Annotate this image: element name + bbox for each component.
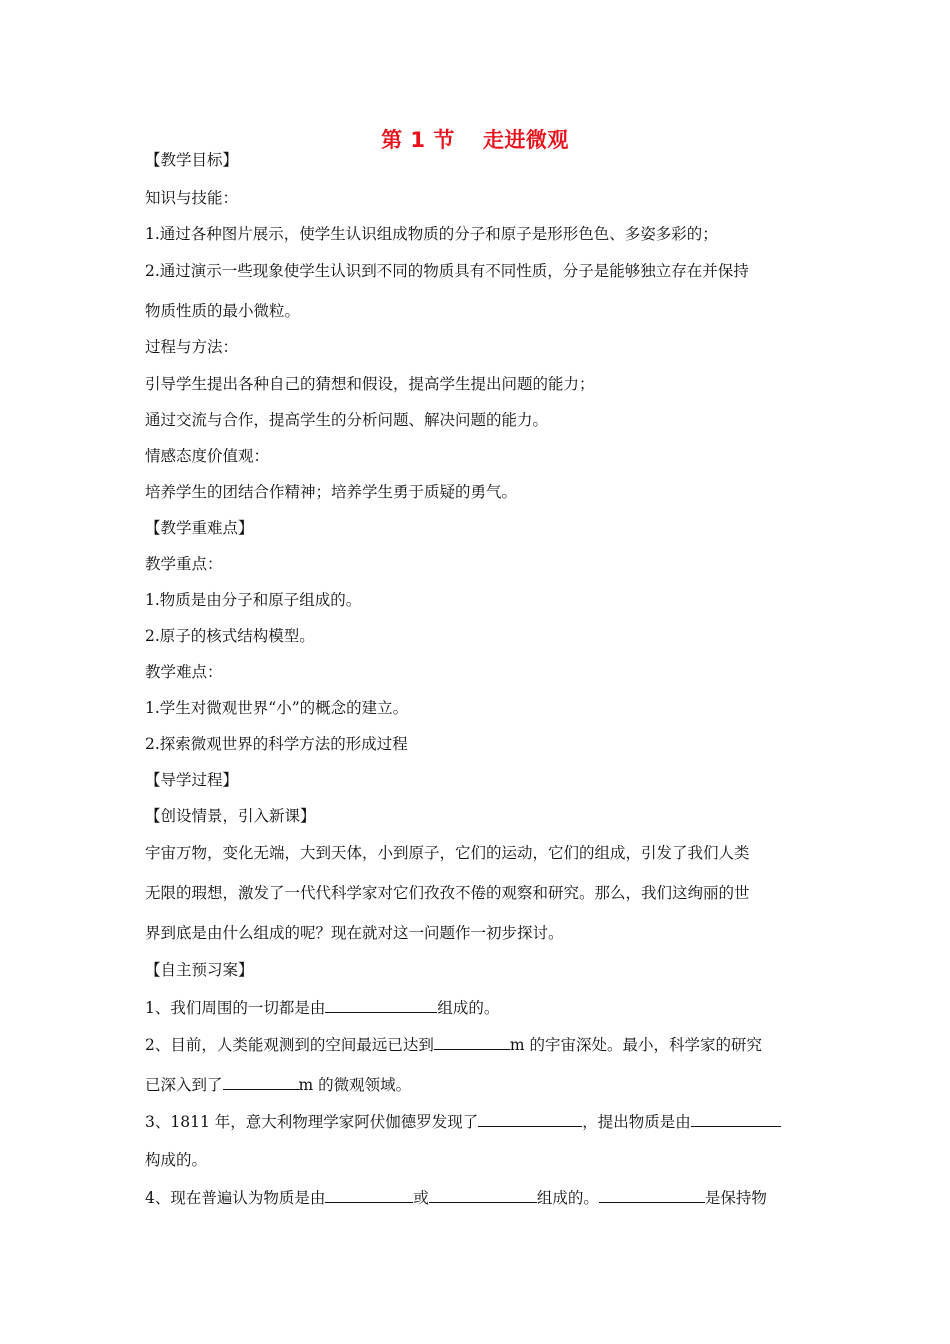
text-line: 1.学生对微观世界“小”的概念的建立。 xyxy=(145,699,409,717)
heading-self-study: 【自主预习案】 xyxy=(145,961,254,979)
question-2-cont: 已深入到了 m 的微观领域。 xyxy=(145,1073,411,1095)
heading-key-points: 【教学重难点】 xyxy=(145,519,254,537)
answer-blank[interactable] xyxy=(325,1186,413,1203)
page-title xyxy=(0,124,950,154)
answer-blank[interactable] xyxy=(325,996,437,1013)
section-number: 第 1 节 xyxy=(381,128,455,152)
text-line: 界到底是由什么组成的呢？现在就对这一问题作一初步探讨。 xyxy=(145,924,564,942)
section-name: 走进微观 xyxy=(482,128,569,152)
text-line: 通过交流与合作，提高学生的分析问题、解决问题的能力。 xyxy=(145,411,549,429)
text-line: 1.通过各种图片展示，使学生认识组成物质的分子和原子是形形色色、多姿多彩的； xyxy=(145,225,718,243)
text-line: 物质性质的最小微粒。 xyxy=(145,302,301,320)
answer-blank[interactable] xyxy=(429,1186,537,1203)
subheading-difficulties: 教学难点： xyxy=(145,663,223,681)
question-4: 4、现在普遍认为物质是由 或 组成的。 是保持物 xyxy=(145,1186,767,1208)
text-line: 无限的瑕想，激发了一代代科学家对它们孜孜不倦的观察和研究。那么，我们这绚丽的世 xyxy=(145,884,750,902)
subheading-knowledge-skills: 知识与技能： xyxy=(145,189,239,207)
text-line: 1.物质是由分子和原子组成的。 xyxy=(145,591,362,609)
question-2: 2、目前，人类能观测到的空间最远已达到 m 的宇宙深处。最小，科学家的研究 xyxy=(145,1033,762,1055)
subheading-key-focus: 教学重点： xyxy=(145,555,223,573)
subheading-values: 情感态度价值观： xyxy=(145,447,270,465)
text-line: 2.通过演示一些现象使学生认识到不同的物质具有不同性质，分子是能够独立存在并保持 xyxy=(145,262,749,280)
text-line: 引导学生提出各种自己的猜想和假设，提高学生提出问题的能力； xyxy=(145,375,595,393)
text-line: 宇宙万物，变化无端，大到天体，小到原子，它们的运动，它们的组成，引发了我们人类 xyxy=(145,844,750,862)
text-line: 2.探索微观世界的科学方法的形成过程 xyxy=(145,735,408,753)
subheading-process-method: 过程与方法： xyxy=(145,338,239,356)
heading-create-scenario: 【创设情景，引入新课】 xyxy=(145,807,316,825)
text-line: 培养学生的团结合作精神；培养学生勇于质疑的勇气。 xyxy=(145,483,518,501)
answer-blank[interactable] xyxy=(691,1110,781,1127)
heading-teaching-goals: 【教学目标】 xyxy=(145,151,239,169)
question-3: 3、1811 年，意大利物理学家阿伏伽德罗发现了 ，提出物质是由 xyxy=(145,1110,781,1132)
answer-blank[interactable] xyxy=(599,1186,705,1203)
question-1: 1、我们周围的一切都是由 组成的。 xyxy=(145,996,499,1018)
question-3-cont: 构成的。 xyxy=(145,1151,208,1169)
answer-blank[interactable] xyxy=(478,1110,582,1127)
heading-guided-process: 【导学过程】 xyxy=(145,771,239,789)
text-line: 2.原子的核式结构模型。 xyxy=(145,627,315,645)
answer-blank[interactable] xyxy=(434,1033,510,1050)
answer-blank[interactable] xyxy=(223,1073,299,1090)
